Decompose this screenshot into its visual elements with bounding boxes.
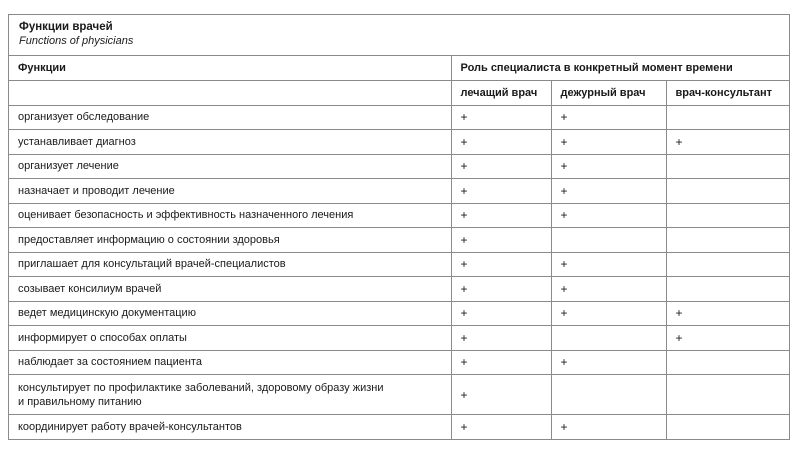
- subheader-on-duty: дежурный врач: [551, 80, 666, 105]
- function-label: [9, 203, 451, 228]
- mark-consultant: [666, 277, 789, 302]
- mark-on-duty: +: [551, 105, 666, 130]
- mark-consultant: [666, 179, 789, 204]
- table-row: [9, 105, 789, 130]
- table-row: [9, 326, 789, 351]
- subheader-consultant: врач-консультант: [666, 80, 789, 105]
- function-label: [9, 130, 451, 155]
- data-table: [9, 56, 789, 439]
- header-role: Роль специалиста в конкретный момент времени: [451, 56, 789, 80]
- function-label-text: оценивает безопасность и эффективность назначенного лечения: [18, 209, 354, 222]
- subheader-row: [9, 80, 789, 105]
- function-label: [9, 154, 451, 179]
- function-label-text-line2: и правильному питанию: [18, 395, 142, 408]
- mark-attending: +: [451, 203, 551, 228]
- mark-on-duty: +: [551, 301, 666, 326]
- function-label: [9, 350, 451, 375]
- mark-on-duty: +: [551, 203, 666, 228]
- function-label-text: назначает и проводит лечение: [18, 184, 175, 197]
- mark-consultant: [666, 415, 789, 440]
- table-row: [9, 130, 789, 155]
- table-row: [9, 415, 789, 440]
- function-label: [9, 301, 451, 326]
- function-label: [9, 105, 451, 130]
- mark-consultant: [666, 154, 789, 179]
- function-label: [9, 375, 451, 415]
- mark-attending: +: [451, 105, 551, 130]
- function-label-text: координирует работу врачей-консультантов: [18, 421, 242, 433]
- function-label: [9, 326, 451, 351]
- mark-consultant: +: [666, 130, 789, 155]
- table-row: [9, 252, 789, 277]
- mark-consultant: [666, 228, 789, 253]
- function-label-text: информирует о способах оплаты: [18, 331, 187, 344]
- functions-table: [8, 14, 790, 440]
- mark-consultant: [666, 252, 789, 277]
- function-label-text: ведет медицинскую документацию: [18, 307, 196, 320]
- function-label-text: наблюдает за состоянием пациента: [18, 356, 202, 369]
- table-row: [9, 179, 789, 204]
- mark-consultant: +: [666, 326, 789, 351]
- function-label-text: устанавливает диагноз: [18, 135, 136, 148]
- mark-attending: +: [451, 277, 551, 302]
- mark-on-duty: +: [551, 130, 666, 155]
- function-label-text: консультирует по профилактике заболеваний, здоровому образу жизни: [18, 381, 384, 394]
- mark-attending: +: [451, 350, 551, 375]
- function-label-text: созывает консилиум врачей: [18, 282, 162, 295]
- mark-on-duty: +: [551, 415, 666, 440]
- function-label-text: организует лечение: [18, 160, 119, 173]
- mark-consultant: [666, 350, 789, 375]
- table-row: [9, 301, 789, 326]
- function-label: [9, 415, 451, 440]
- mark-consultant: [666, 105, 789, 130]
- function-label-text: организует обследование: [18, 111, 150, 124]
- mark-attending: +: [451, 228, 551, 253]
- mark-on-duty: [551, 326, 666, 351]
- function-label-text: предоставляет информацию о состоянии здоровья: [18, 233, 280, 246]
- table-row: [9, 350, 789, 375]
- mark-attending: +: [451, 326, 551, 351]
- mark-attending: +: [451, 154, 551, 179]
- table-row: [9, 203, 789, 228]
- mark-on-duty: [551, 375, 666, 415]
- function-label: [9, 228, 451, 253]
- mark-on-duty: +: [551, 252, 666, 277]
- mark-attending: +: [451, 375, 551, 415]
- mark-consultant: [666, 375, 789, 415]
- table-row: [9, 154, 789, 179]
- mark-consultant: [666, 203, 789, 228]
- mark-on-duty: +: [551, 350, 666, 375]
- mark-attending: +: [451, 252, 551, 277]
- header-row: [9, 56, 789, 80]
- mark-attending: +: [451, 301, 551, 326]
- mark-on-duty: +: [551, 277, 666, 302]
- mark-on-duty: [551, 228, 666, 253]
- mark-attending: +: [451, 130, 551, 155]
- subheader-attending: лечащий врач: [451, 80, 551, 105]
- mark-attending: +: [451, 415, 551, 440]
- mark-consultant: +: [666, 301, 789, 326]
- header-functions: Функции: [9, 56, 451, 80]
- table-caption: [9, 15, 789, 56]
- function-label: [9, 252, 451, 277]
- function-label: [9, 179, 451, 204]
- function-label: [9, 277, 451, 302]
- table-row: [9, 277, 789, 302]
- function-label-text: приглашает для консультаций врачей-специалистов: [18, 258, 286, 271]
- mark-on-duty: +: [551, 179, 666, 204]
- table-row: [9, 228, 789, 253]
- mark-attending: +: [451, 179, 551, 204]
- table-title: Функции врачей: [19, 21, 113, 33]
- mark-on-duty: +: [551, 154, 666, 179]
- table-row: [9, 375, 789, 415]
- table-subtitle: Functions of physicians: [19, 35, 134, 47]
- subheader-empty: [9, 80, 451, 105]
